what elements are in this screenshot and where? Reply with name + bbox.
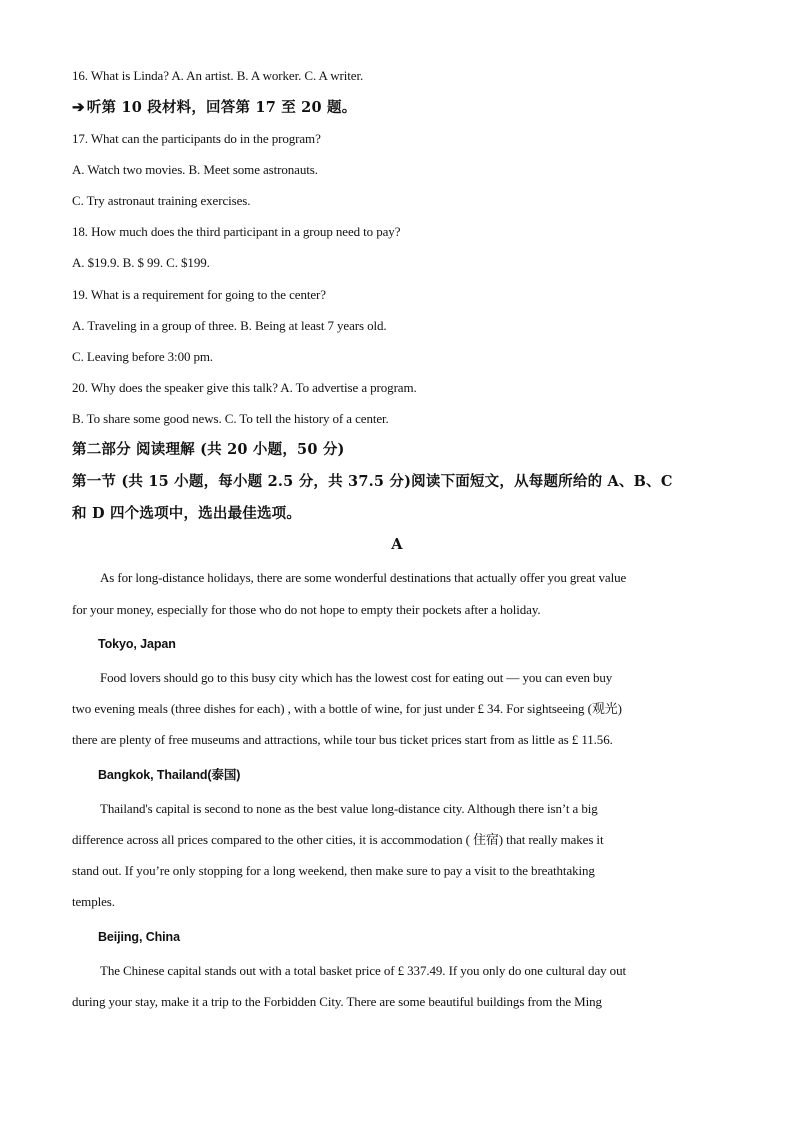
bangkok-heading: Bangkok, Thailand(泰国) (98, 768, 241, 782)
question-19: 19. What is a requirement for going to the center? (72, 287, 326, 302)
intro-line-1: As for long-distance holidays, there are some wonderful destinations that actually offer you great value (100, 570, 627, 585)
section-one-instructions-line1: 第一节 (共 15 小题，每小题 2.5 分，共 37.5 分)阅读下面短文，从每题所给的 A、B、C (72, 473, 673, 490)
part-two-title: 第二部分 阅读理解 (共 20 小题，50 分) (72, 441, 345, 458)
section-10-text: 听第 10 段材料，回答第 17 至 20 题。 (86, 99, 357, 116)
question-19-option-c: C. Leaving before 3:00 pm. (72, 349, 214, 364)
tokyo-line-2: two evening meals (three dishes for each) , with a bottle of wine, for just under £ 34. For sightseeing (观光) (72, 701, 622, 716)
tokyo-heading: Tokyo, Japan (98, 637, 176, 651)
bangkok-line-3: stand out. If you’re only stopping for a long weekend, then make sure to pay a visit to the breathtaking (72, 863, 595, 878)
question-18-options: A. $19.9. B. $ 99. C. $199. (72, 255, 210, 270)
beijing-line-2: during your stay, make it a trip to the Forbidden City. There are some beautiful buildings from the Ming (72, 994, 602, 1009)
tokyo-line-1: Food lovers should go to this busy city which has the lowest cost for eating out — you can even buy (100, 670, 613, 685)
question-19-options-ab: A. Traveling in a group of three. B. Being at least 7 years old. (72, 318, 387, 333)
tokyo-line-3: there are plenty of free museums and attractions, while tour bus ticket prices start from as little as £ 11.56. (72, 732, 613, 747)
question-18: 18. How much does the third participant in a group need to pay? (72, 224, 401, 239)
beijing-heading: Beijing, China (98, 930, 180, 944)
intro-line-2: for your money, especially for those who do not hope to empty their pockets after a holiday. (72, 602, 541, 617)
bangkok-line-4: temples. (72, 894, 115, 909)
section-10-heading (72, 99, 356, 116)
beijing-line-1: The Chinese capital stands out with a total basket price of £ 337.49. If you only do one cultural day out (100, 963, 626, 978)
question-20: 20. Why does the speaker give this talk? A. To advertise a program. (72, 380, 417, 395)
bangkok-line-2: difference across all prices compared to the other cities, it is accommodation ( 住宿) that really makes it (72, 832, 604, 847)
question-17: 17. What can the participants do in the program? (72, 131, 321, 146)
question-17-option-c: C. Try astronaut training exercises. (72, 193, 251, 208)
arrow-right-icon: ➔ (72, 98, 85, 116)
section-one-instructions-line2: 和 D 四个选项中，选出最佳选项。 (72, 505, 302, 522)
passage-label: A (391, 536, 403, 553)
question-17-options-ab: A. Watch two movies. B. Meet some astronauts. (72, 162, 318, 177)
bangkok-line-1: Thailand's capital is second to none as the best value long-distance city. Although there isn’t a big (100, 801, 598, 816)
question-20-options-bc: B. To share some good news. C. To tell the history of a center. (72, 411, 389, 426)
question-16: 16. What is Linda? A. An artist. B. A worker. C. A writer. (72, 68, 364, 83)
